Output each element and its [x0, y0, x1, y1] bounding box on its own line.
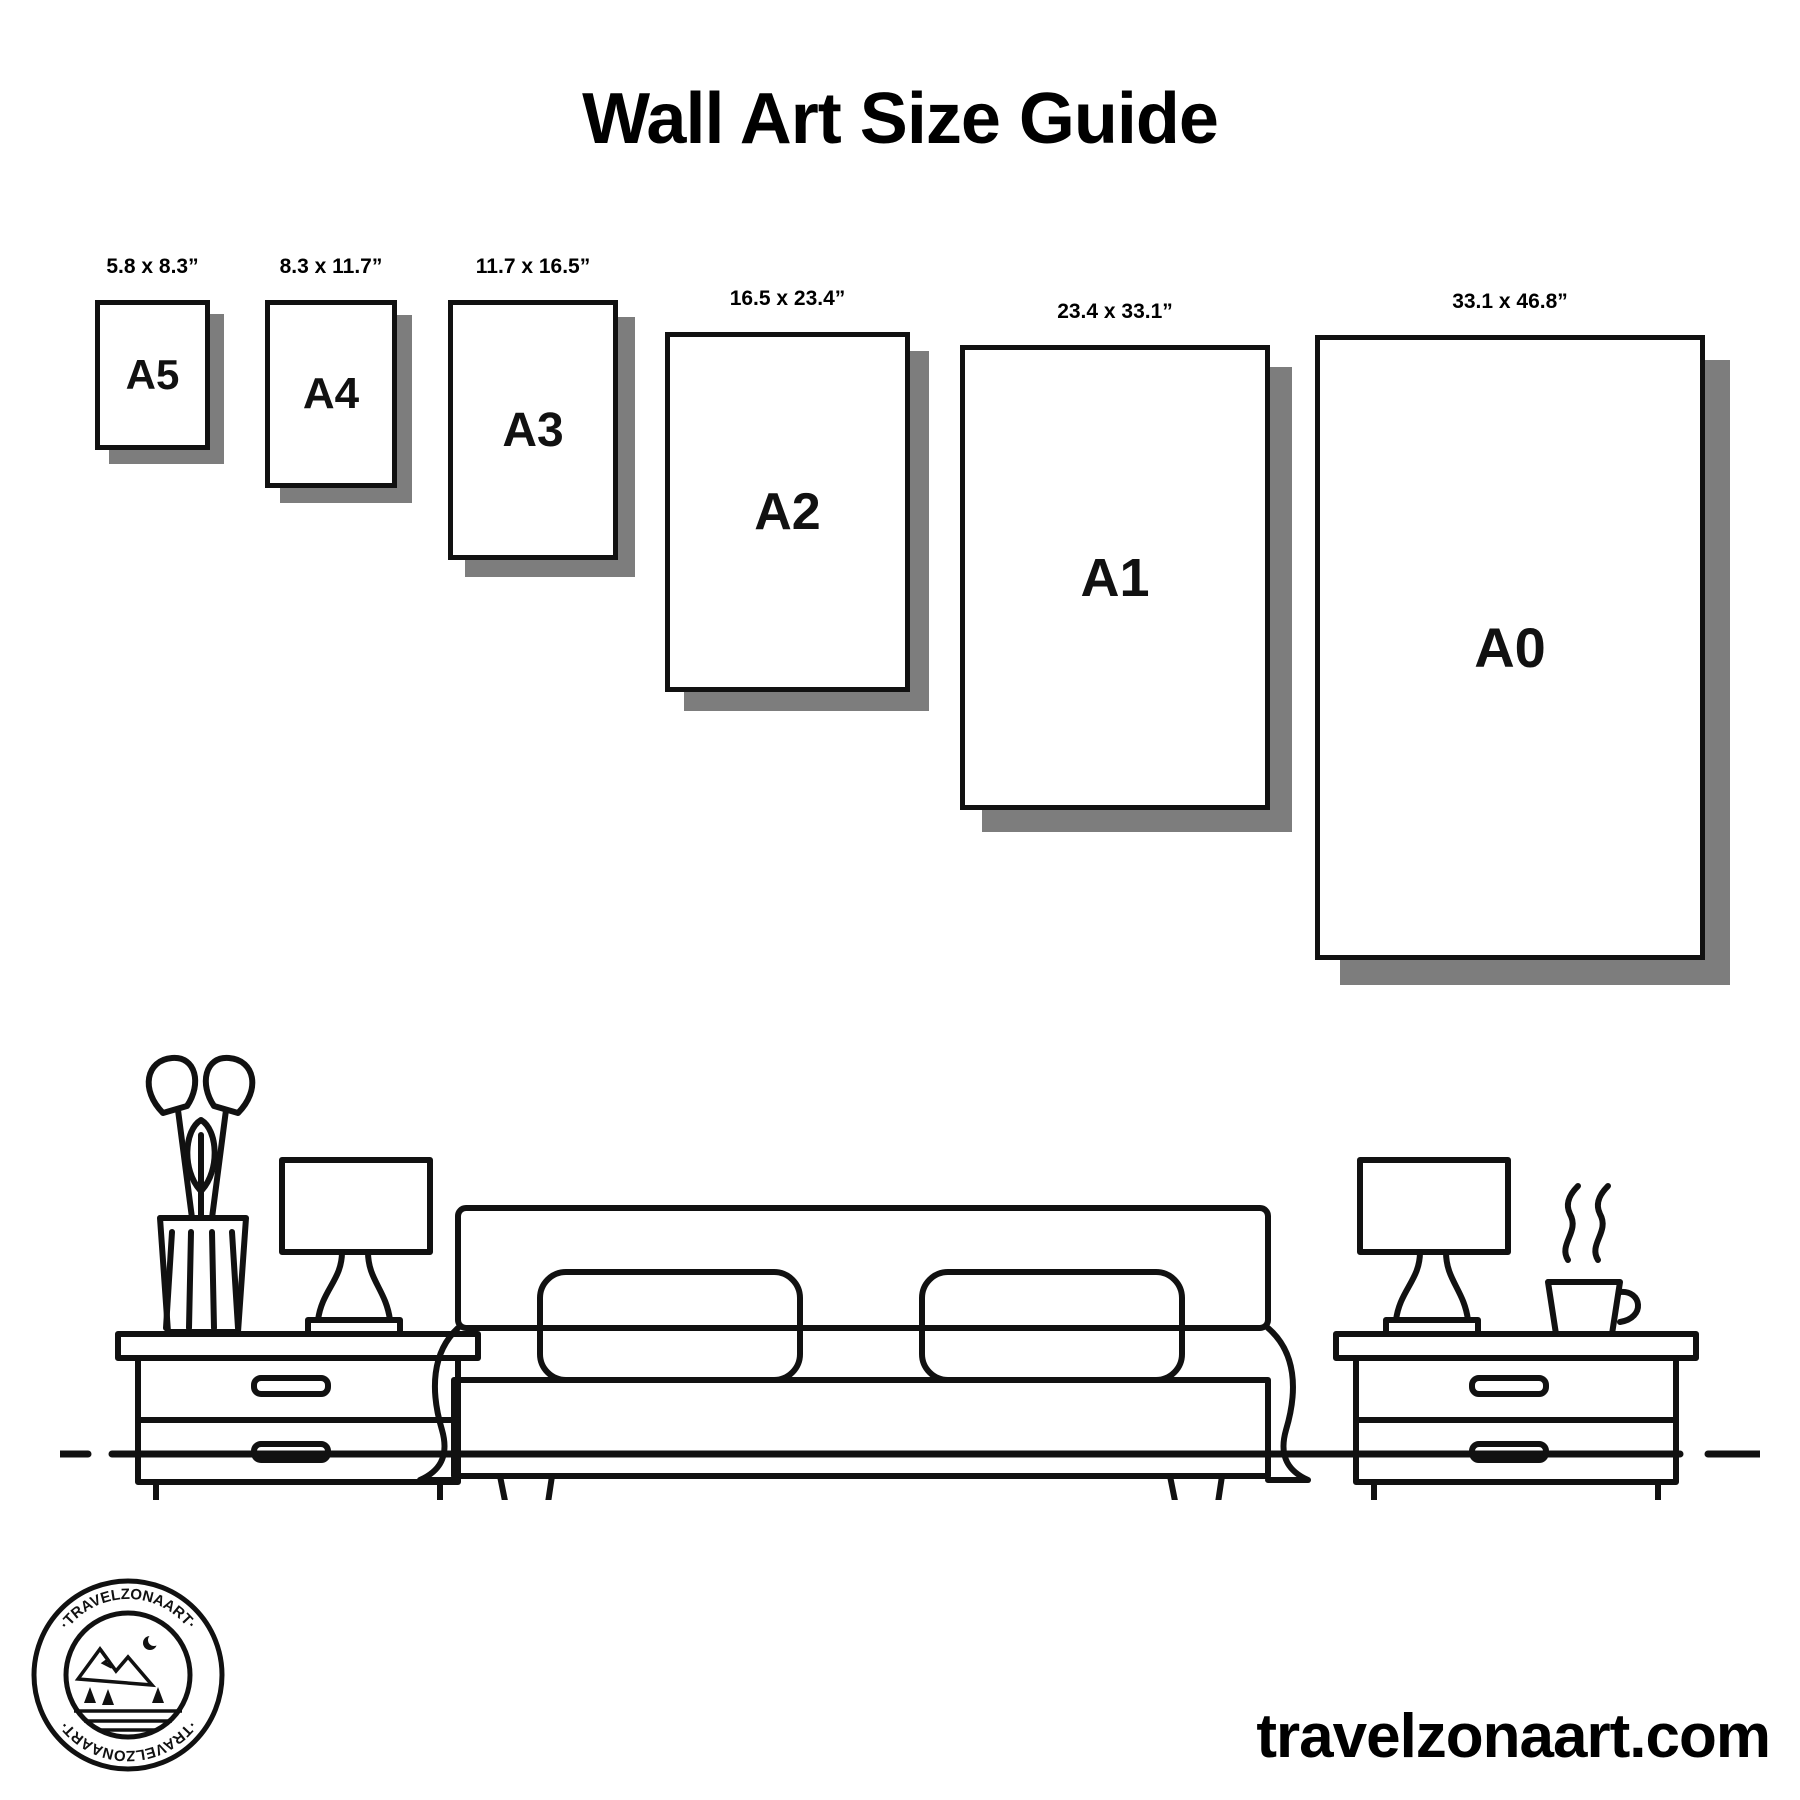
- frame-label-a4: 8.3 x 11.7”: [279, 255, 383, 278]
- frame-label-a1: 23.4 x 33.1”: [1057, 300, 1173, 323]
- right-nightstand: [1336, 1334, 1696, 1500]
- frame-label-a5: 5.8 x 8.3”: [106, 255, 199, 278]
- frame-group-a3: [448, 255, 618, 560]
- frame-box-a0[interactable]: [1315, 335, 1705, 960]
- vase-with-flowers: [149, 1058, 253, 1332]
- frame-group-a1: [960, 300, 1270, 810]
- frame-label-a3: 11.7 x 16.5”: [475, 255, 591, 278]
- frame-box-a3[interactable]: [448, 300, 618, 560]
- website-url[interactable]: travelzonaart.com: [1256, 1702, 1770, 1771]
- frame-label-a2: 16.5 x 23.4”: [729, 287, 846, 310]
- right-table-lamp: [1360, 1160, 1508, 1334]
- bedroom-illustration: [60, 960, 1760, 1500]
- logo-text-top: ·TRAVELZONAART·: [56, 1585, 200, 1633]
- frame-name-a4: A4: [302, 369, 360, 418]
- frame-box-a4[interactable]: [265, 300, 397, 488]
- logo-text-bottom: ·TRAVELZONAART·: [56, 1717, 200, 1765]
- frame-box-a5[interactable]: [95, 300, 210, 450]
- coffee-mug: [1548, 1186, 1638, 1334]
- frame-group-a5: [95, 255, 210, 450]
- frame-group-a4: [265, 255, 397, 488]
- brand-logo[interactable]: [28, 1575, 228, 1775]
- frame-name-a2: A2: [754, 483, 821, 541]
- left-table-lamp: [282, 1160, 430, 1334]
- frame-box-a2[interactable]: [665, 332, 910, 692]
- frame-name-a3: A3: [502, 403, 564, 457]
- frame-group-a2: [665, 287, 910, 692]
- frame-label-a0: 33.1 x 46.8”: [1452, 290, 1568, 313]
- page-title: Wall Art Size Guide: [582, 79, 1218, 159]
- frame-name-a5: A5: [125, 351, 180, 398]
- frame-group-a0: [1315, 290, 1705, 960]
- frame-box-a1[interactable]: [960, 345, 1270, 810]
- logo-mountain-lake-icon: [74, 1634, 182, 1730]
- frame-name-a1: A1: [1080, 547, 1150, 608]
- frame-name-a0: A0: [1474, 616, 1546, 679]
